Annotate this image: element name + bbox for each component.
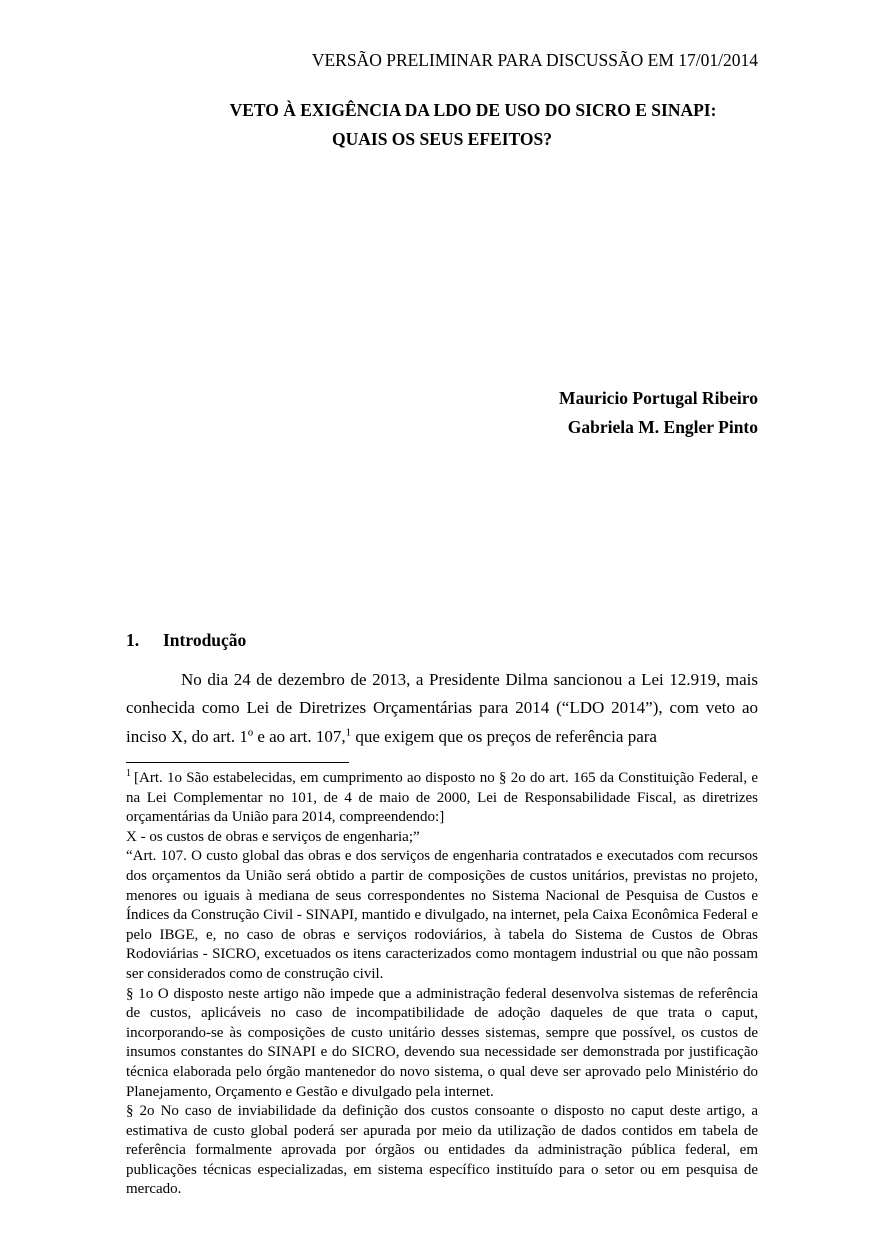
footnote-reference-superscript: 1 xyxy=(345,726,352,739)
version-header: VERSÃO PRELIMINAR PARA DISCUSSÃO EM 17/01/2014 xyxy=(311,50,758,70)
section-number: 1. xyxy=(126,630,140,650)
section-heading-introduction xyxy=(126,627,758,653)
footnote-paragraph-3: “Art. 107. O custo global das obras e dos serviços de engenharia contratados e executados com recursos dos orçamentos da União será obtido a partir de composições de custos unitários, previstas no projeto, menores ou iguais à mediana de seus correspondentes no Sistema Nacional de Pesquisa de Custos e Índices da Construção Civil - SINAPI, mantido e divulgado, na internet, pela Caixa Econômica Federal e pelo IBGE, e, no caso de obras e serviços rodoviários, à tabela do Sistema de Custos de Obras Rodoviárias - SICRO, excetuados os itens caracterizados como montagem industrial ou que não possam ser considerados como de construção civil. xyxy=(126,848,758,982)
footnote-separator-rule xyxy=(126,762,349,763)
document-title-line-1: VETO À EXIGÊNCIA DA LDO DE USO DO SICRO E SINAPI: xyxy=(229,100,717,120)
footnote-paragraph-4: § 1o O disposto neste artigo não impede que a administração federal desenvolva sistemas de referência de custos, aplicáveis no caso de incompatibilidade de adoção daqueles de que trata o caput, incorporando-se às composições de custo unitário desses sistemas, sempre que possível, os custos de insumos constantes do SINAPI e do SICRO, devendo sua necessidade ser demonstrada por justificação técnica elaborada pelo órgão mantenedor do novo sistema, o qual deve ser aprovado pelo Ministério do Planejamento, Orçamento e Gestão e divulgado pela internet. xyxy=(126,985,758,1100)
document-title-line-2: QUAIS OS SEUS EFEITOS? xyxy=(332,128,552,149)
footnote-area xyxy=(126,769,758,1200)
footnote-marker-superscript: 1 xyxy=(126,768,131,779)
author-name-2: Gabriela M. Engler Pinto xyxy=(567,416,758,437)
document-title xyxy=(126,96,758,153)
footnote-paragraph-1-text: [Art. 1o São estabelecidas, em cumprimento ao disposto no § 2o do art. 165 da Constituição Federal, e na Lei Complementar no 101, de 4 de maio de 2000, Lei de Responsabilidade Fiscal, as diretrizes orçamentárias da União para 2014, compreendendo:] xyxy=(126,770,758,826)
author-block xyxy=(126,384,758,441)
intro-paragraph xyxy=(126,666,758,751)
intro-paragraph-text-after-reference: que exigem que os preços de referência para xyxy=(351,726,657,746)
section-title: Introdução xyxy=(163,630,247,650)
footnote-paragraph-2: X - os custos de obras e serviços de engenharia;” xyxy=(126,828,420,845)
author-name-1: Mauricio Portugal Ribeiro xyxy=(559,388,758,408)
footnote-paragraph-5: § 2o No caso de inviabilidade da definição dos custos consoante o disposto no caput deste artigo, a estimativa de custo global poderá ser apurada por meio da utilização de dados contidos em tabela de referência formalmente aprovada por órgãos ou entidades da administração pública federal, em publicações técnicas especializadas, em sistema específico instituído para o setor ou em pesquisa de mercado. xyxy=(126,1103,758,1198)
footnote-paragraph-1 xyxy=(126,769,758,828)
intro-paragraph-text-before-reference: No dia 24 de dezembro de 2013, a Presidente Dilma sancionou a Lei 12.919, mais conhecida como Lei de Diretrizes Orçamentárias para 2014 (“LDO 2014”), com veto ao inciso X, do art. 1º e ao art. 107, xyxy=(126,670,758,746)
